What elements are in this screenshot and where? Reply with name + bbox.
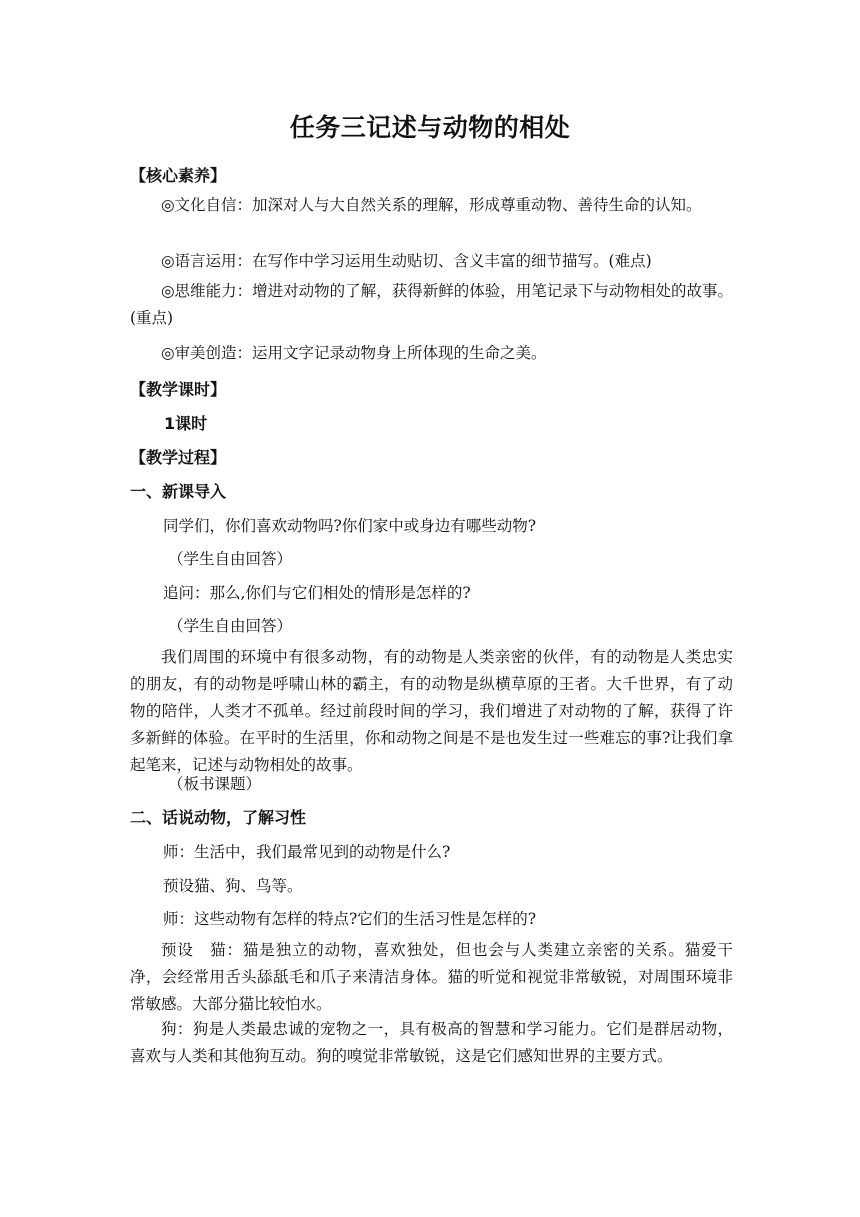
intro-paragraph: 我们周围的环境中有很多动物，有的动物是人类亲密的伙伴，有的动物是人类忠实的朋友，有的动物是呼啸山林的霸主，有的动物是纵横草原的王者。大千世界，有了动物的陪伴，人类才不孤单。经过前段时间的学习，我们增进了对动物的了解，获得了许多新鲜的体验。在平时的生活里，你和动物之间是不是也发生过一些难忘的事?让我们拿起笔来，记述与动物相处的故事。: [130, 648, 733, 774]
intro-answer-2: （学生自由回答）: [168, 617, 293, 635]
core-item-aesthetic: ◎审美创造：运用文字记录动物身上所体现的生命之美。: [161, 344, 547, 362]
section-intro-heading: 一、新课导入: [130, 482, 227, 501]
core-item-culture: ◎文化自信：加深对人与大自然关系的理解，形成尊重动物、善待生命的认知。: [161, 196, 702, 214]
teaching-process-heading: 【教学过程】: [130, 448, 227, 467]
teacher-question-2: 师：这些动物有怎样的特点?它们的生活习性是怎样的?: [163, 910, 537, 928]
intro-answer-1: （学生自由回答）: [168, 550, 293, 568]
core-item-thinking: ◎思维能力：增进对动物的了解，获得新鲜的体验，用笔记录下与动物相处的故事。(重点): [130, 282, 733, 327]
class-hours-heading: 【教学课时】: [130, 380, 227, 399]
document-title: 任务三记述与动物的相处: [289, 113, 571, 142]
teacher-question-1: 师：生活中，我们最常见到的动物是什么?: [163, 843, 451, 861]
cat-description: 预设 猫：猫是独立的动物，喜欢独处，但也会与人类建立亲密的关系。猫爱干净，会经常用舌头舔舐毛和爪子来清洁身体。猫的听觉和视觉非常敏锐，对周围环境非常敏感。大部分猫比较怕水。: [130, 941, 733, 1013]
core-item-language: ◎语言运用：在写作中学习运用生动贴切、含义丰富的细节描写。(难点): [161, 252, 652, 270]
core-literacy-heading: 【核心素养】: [130, 166, 227, 185]
intro-question-2: 追问：那么,你们与它们相处的情形是怎样的?: [163, 584, 471, 602]
board-title-note: （板书课题）: [168, 775, 262, 793]
dog-description: 狗：狗是人类最忠诚的宠物之一，具有极高的智慧和学习能力。它们是群居动物，喜欢与人类和其他狗互动。狗的嗅觉非常敏锐，这是它们感知世界的主要方式。: [130, 1020, 733, 1065]
class-hours-value: 1课时: [164, 414, 208, 433]
intro-question-1: 同学们，你们喜欢动物吗?你们家中或身边有哪些动物?: [163, 517, 537, 535]
section-animals-heading: 二、话说动物，了解习性: [130, 808, 307, 827]
preset-answer-1: 预设猫、狗、鸟等。: [163, 877, 303, 895]
